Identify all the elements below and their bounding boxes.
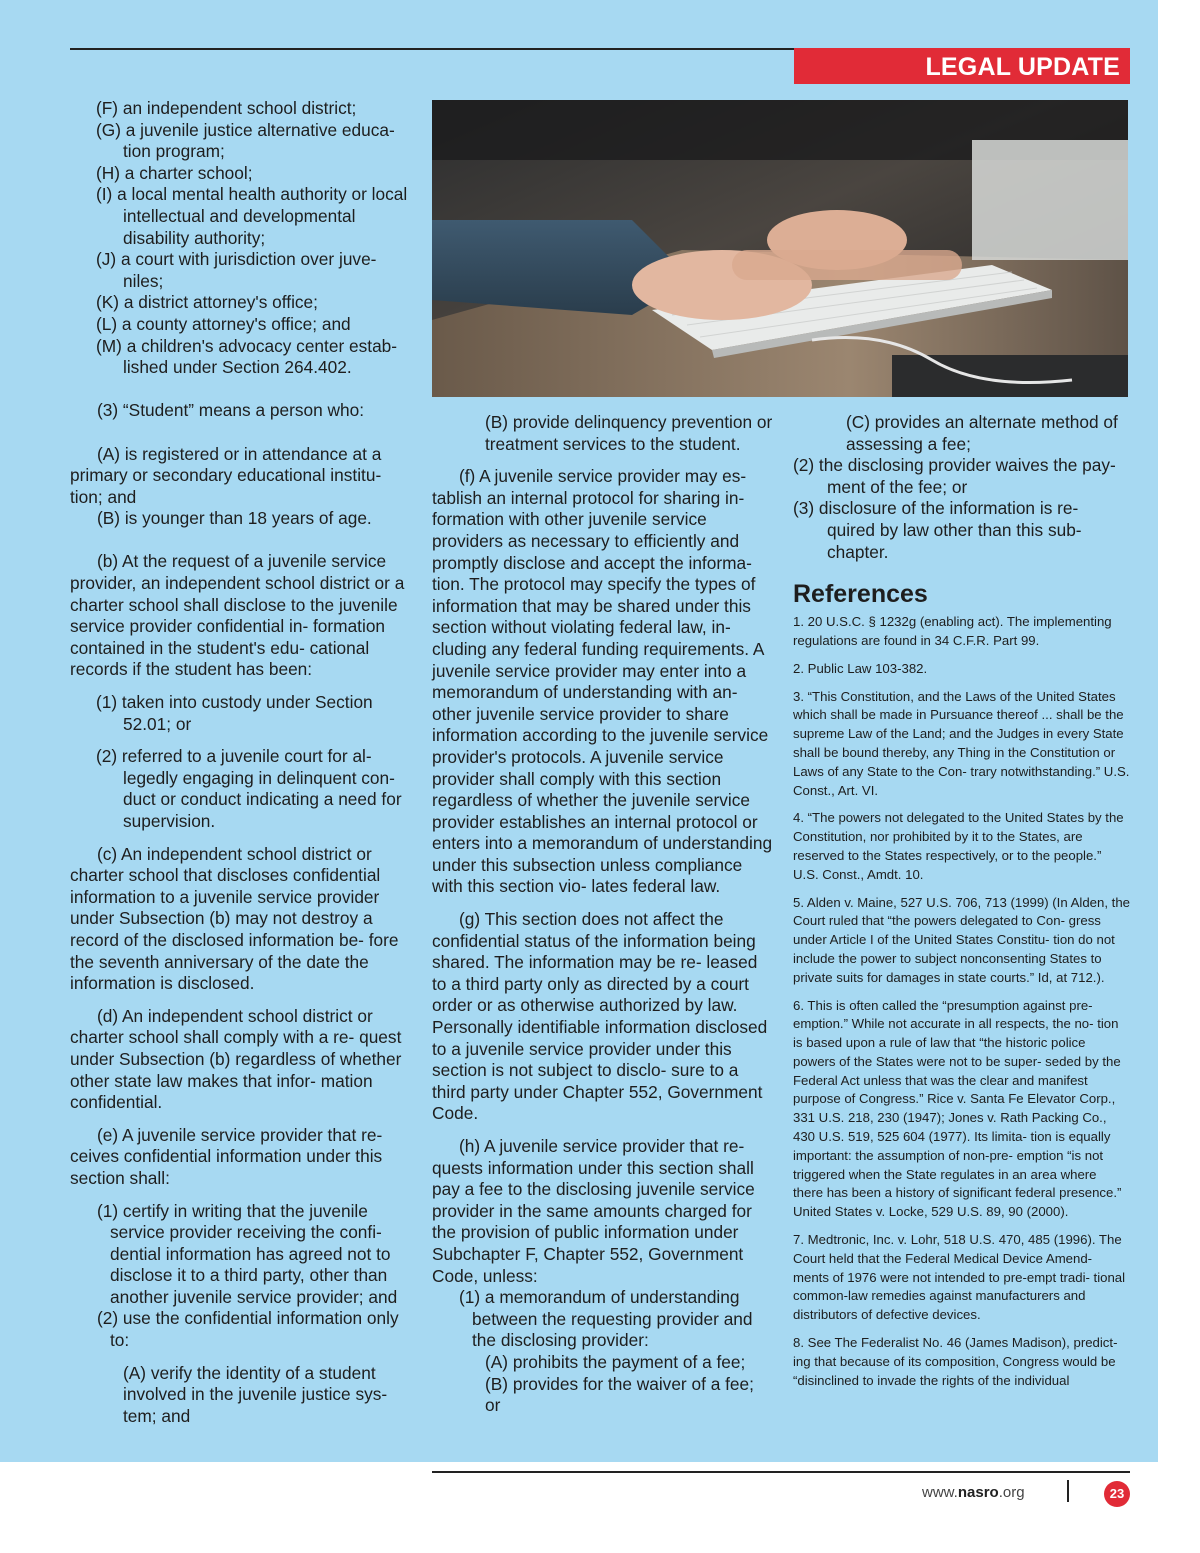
list-item: (J) a court with jurisdiction over juve- niles; xyxy=(96,249,377,291)
list-item: (H) a charter school; xyxy=(96,162,253,183)
student-clause-b: (B) is younger than 18 years of age. xyxy=(97,508,372,529)
student-definition: (3) “Student” means a person who: xyxy=(97,400,365,421)
footer-divider xyxy=(1067,1480,1069,1502)
list-item: (L) a county attorney's office; and xyxy=(96,313,351,334)
paragraph-d: (d) An independent school district or charter school shall comply with a re- quest under Subsection (b) regardless of whether other state law makes that infor- mation confidential. xyxy=(70,1005,402,1113)
clause-e2b: (B) provide delinquency prevention or treatment services to the student. xyxy=(485,412,773,454)
reference-item: 5. Alden v. Maine, 527 U.S. 706, 713 (1999) (In Alden, the Court ruled that “the powers delegated to Con- gress under Article I of the United States Constitu- tion do not include the power to subject nonconsenting States to private suits for damages in state courts.” Id, at 712.). xyxy=(793,894,1130,985)
typing-hands-photo xyxy=(432,100,1128,397)
list-item: (M) a children's advocacy center estab- lished under Section 264.402. xyxy=(96,335,398,378)
column-left xyxy=(70,98,410,1427)
photo-illustration xyxy=(432,100,1128,397)
url-suffix: .org xyxy=(998,1484,1025,1501)
clause-h1a: (A) prohibits the payment of a fee; xyxy=(485,1351,746,1372)
clause-e1: (1) certify in writing that the juvenile service provider receiving the confi- dential information has agreed not to disclose it to a third party, other than another juvenile service provider; and xyxy=(97,1200,398,1307)
references-heading: References xyxy=(793,580,928,609)
reference-item: 8. See The Federalist No. 46 (James Madison), predict- ing that because of its composition, Congress would be “disinclined to invade the rights of the individual xyxy=(793,1335,1118,1388)
list-item: (F) an independent school district; xyxy=(96,98,357,118)
clause-e2: (2) use the confidential information only to: xyxy=(97,1308,399,1351)
url-prefix: www. xyxy=(922,1484,958,1501)
page-number: 23 xyxy=(1104,1481,1130,1507)
reference-item: 4. “The powers not delegated to the United States by the Constitution, nor prohibited by it to the States, are reserved to the States respectively, or to the people.” U.S. Const., Amdt. 10. xyxy=(793,810,1124,882)
clause-h1: (1) a memorandum of understanding between the requesting provider and the disclosing provider: xyxy=(459,1287,753,1351)
paragraph-c: (c) An independent school district or charter school that discloses confidential information to a juvenile service provider under Subsection (b) may not destroy a record of the disclosed information be- fore the seventh anniversary of the date the information is disclosed. xyxy=(70,843,399,994)
clause-e2a: (A) verify the identity of a student involved in the juvenile justice sys- tem; and xyxy=(123,1362,388,1426)
clause-h3: (3) disclosure of the information is re- quired by law other than this sub- chapter. xyxy=(793,498,1082,562)
column-middle xyxy=(432,412,774,1417)
column-right xyxy=(793,412,1130,1399)
url-domain: nasro xyxy=(957,1484,999,1501)
paragraph-b: (b) At the request of a juvenile service provider, an independent school district or a charter school shall disclose to the juvenile service provider confidential in- formation contained in the student's edu- cational records if the student has been: xyxy=(70,551,405,680)
list-item: (I) a local mental health authority or local intellectual and developmental disability authority; xyxy=(96,184,408,248)
reference-item: 2. Public Law 103-382. xyxy=(793,660,928,676)
reference-item: 1. 20 U.S.C. § 1232g (enabling act). The implementing regulations are found in 34 C.F.R. Part 99. xyxy=(793,614,1112,648)
paragraph-f: (f) A juvenile service provider may es- tablish an internal protocol for sharing in- formation with other juvenile service providers as necessary to efficiently and promptly disclose and accept the informa- tion. The protocol may specify the types of information that may be shared under this section without violating federal law, in- cluding any federal funding requirements. A juvenile service provider may enter into a memorandum of understanding with an- other juvenile service provider to share information according to the juvenile service provider's protocols. A juvenile service provider shall comply with this section regardless of whether the juvenile service provider establishes an internal protocol or enters into a memorandum of understanding under this subsection unless compliance with this section vio- lates federal law. xyxy=(432,466,773,897)
reference-item: 6. This is often called the “presumption against pre- emption.” While not accurate in all respects, the no- tion is based upon a rule of law that “the historic police powers of the States were not to be super- seded by the Federal Act unless that was the clear and manifest purpose of Congress.” Rice v. Santa Fe Elevator Corp., 331 U.S. 218, 230 (1947); Jones v. Rath Packing Co., 430 U.S. 519, 525 604 (1977). Its limita- tion is equally important: the assumption of non-pre- emption “is not triggered when the State regulates in an area where there has been a history of significant federal presence.” United States v. Locke, 529 U.S. 89, 90 (2000). xyxy=(793,997,1122,1220)
clause-h2: (2) the disclosing provider waives the pay- ment of the fee; or xyxy=(793,455,1116,497)
clause-b2: (2) referred to a juvenile court for al- legedly engaging in delinquent con- duct or conduct indicating a need for supervision. xyxy=(96,746,402,831)
clause-b1: (1) taken into custody under Section 52.01; or xyxy=(96,692,373,734)
list-item: (G) a juvenile justice alternative educa- tion program; xyxy=(96,119,395,162)
paragraph-g: (g) This section does not affect the confidential status of the information being shared. The information may be re- leased to a third party only as directed by a court order or as otherwise authorized by law. Personally identifiable information disclosed to a juvenile service provider under this section is not subject to disclo- sure to a third party under Chapter 552, Government Code. xyxy=(432,909,768,1124)
website-url[interactable] xyxy=(922,1484,1025,1501)
clause-h1c: (C) provides an alternate method of assessing a fee; xyxy=(846,412,1118,454)
paragraph-h: (h) A juvenile service provider that re- quests information under this section shall pay a fee to the disclosing juvenile service provider in the same amounts charged for the provision of public information under Subchapter F, Chapter 552, Government Code, unless: xyxy=(432,1136,755,1286)
clause-h1b: (B) provides for the waiver of a fee; or xyxy=(485,1373,754,1416)
reference-item: 7. Medtronic, Inc. v. Lohr, 518 U.S. 470, 485 (1996). The Court held that the Federal Medical Device Amend- ments of 1976 were not intended to pre-empt tradi- tional common-law remedies against manufacturers and distributors of defective devices. xyxy=(793,1232,1126,1323)
reference-item: 3. “This Constitution, and the Laws of the United States which shall be made in Pursuance thereof ... shall be the supreme Law of the Land; and the Judges in every State shall be bound thereby, any Thing in the Constitution or Laws of any State to the Con- trary notwithstanding.” U.S. Const., Art. VI. xyxy=(793,688,1130,798)
paragraph-e: (e) A juvenile service provider that re- ceives confidential information under this section shall: xyxy=(70,1124,383,1188)
student-clause-a: (A) is registered or in attendance at a primary or secondary educational institu- tion; and xyxy=(70,443,382,507)
section-banner: LEGAL UPDATE xyxy=(794,48,1130,84)
list-item: (K) a district attorney's office; xyxy=(96,292,318,313)
footer-rule xyxy=(432,1471,1130,1473)
